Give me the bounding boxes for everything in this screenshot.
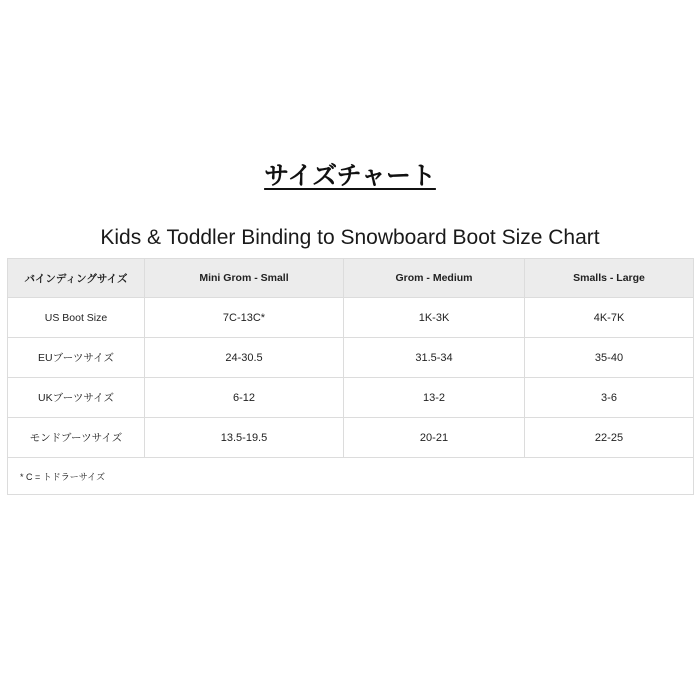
page-heading-text: サイズチャート xyxy=(264,161,436,190)
header-mini-grom-small: Mini Grom - Small xyxy=(145,259,344,298)
size-chart-table xyxy=(7,258,694,495)
table-cell: 35-40 xyxy=(525,338,694,378)
header-binding-size: バインディングサイズ xyxy=(8,259,145,298)
table-cell: 3-6 xyxy=(525,378,694,418)
table-row xyxy=(8,338,694,378)
table-cell: 13-2 xyxy=(344,378,525,418)
row-label-uk-boot-size: UKブーツサイズ xyxy=(8,378,145,418)
chart-subtitle: Kids & Toddler Binding to Snowboard Boot Size Chart xyxy=(100,226,600,249)
table-cell: 7C-13C* xyxy=(145,298,344,338)
table-cell: 1K-3K xyxy=(344,298,525,338)
table-footnote-row xyxy=(8,458,694,495)
table-cell: 6-12 xyxy=(145,378,344,418)
table-row xyxy=(8,298,694,338)
header-grom-medium: Grom - Medium xyxy=(344,259,525,298)
page-heading xyxy=(0,158,700,194)
header-smalls-large: Smalls - Large xyxy=(525,259,694,298)
row-label-eu-boot-size: EUブーツサイズ xyxy=(8,338,145,378)
table-cell: 4K-7K xyxy=(525,298,694,338)
table-header-row xyxy=(8,259,694,298)
table-footnote: * C = トドラーサイズ xyxy=(8,458,694,495)
table-row xyxy=(8,378,694,418)
row-label-mondo-boot-size: モンドブーツサイズ xyxy=(8,418,145,458)
table-cell: 22-25 xyxy=(525,418,694,458)
table-cell: 20-21 xyxy=(344,418,525,458)
table-cell: 13.5-19.5 xyxy=(145,418,344,458)
table-cell: 24-30.5 xyxy=(145,338,344,378)
table-row xyxy=(8,418,694,458)
table-cell: 31.5-34 xyxy=(344,338,525,378)
row-label-us-boot-size: US Boot Size xyxy=(8,298,145,338)
